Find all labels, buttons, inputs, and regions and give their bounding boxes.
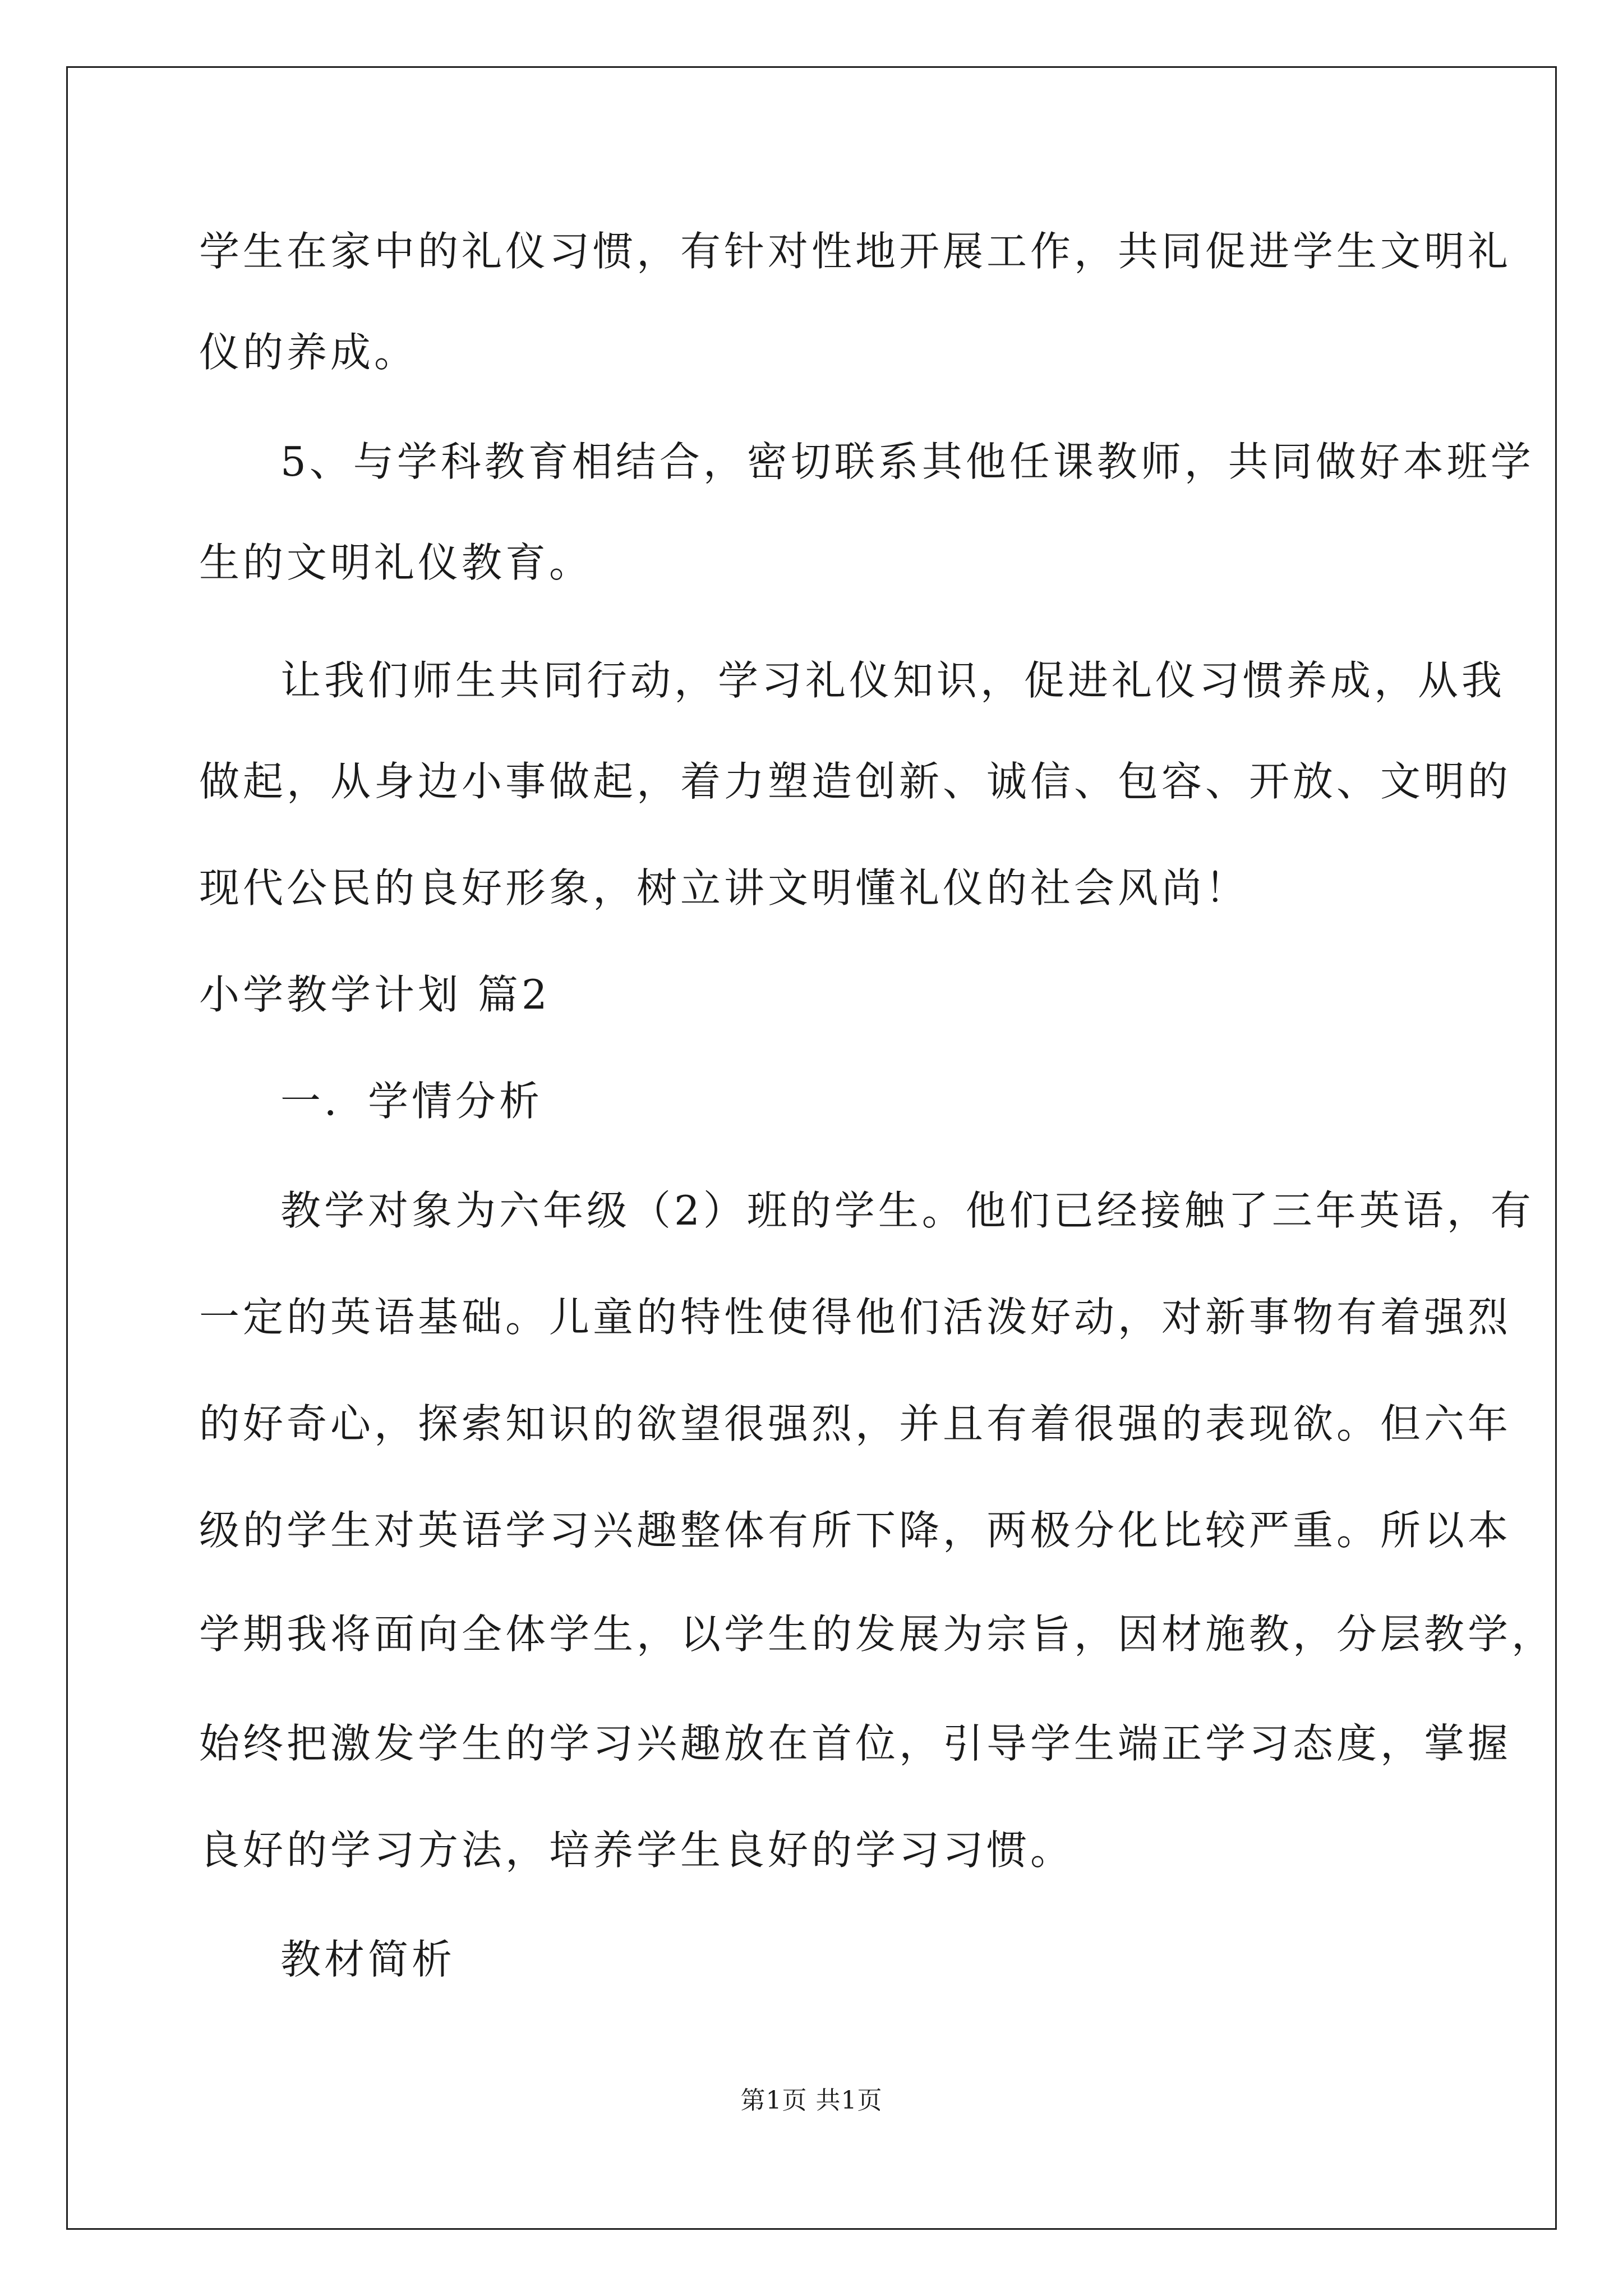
text-line: 现代公民的良好形象，树立讲文明懂礼仪的社会风尚！ <box>199 864 1249 912</box>
text-line: 始终把激发学生的学习兴趣放在首位，引导学生端正学习态度，掌握 <box>199 1720 1512 1767</box>
subsection-heading: 一．学情分析 <box>280 1078 543 1125</box>
text-line: 5、与学科教育相结合，密切联系其他任课教师，共同做好本班学 <box>280 438 1534 485</box>
text-line: 一定的英语基础。儿童的特性使得他们活泼好动，对新事物有着强烈 <box>199 1294 1512 1341</box>
text-line: 生的文明礼仪教育。 <box>199 539 593 586</box>
text-line: 做起，从身边小事做起，着力塑造创新、诚信、包容、开放、文明的 <box>199 758 1512 805</box>
text-line: 级的学生对英语学习兴趣整体有所下降，两极分化比较严重。所以本 <box>199 1507 1512 1554</box>
page-footer: 第1页 共1页 <box>740 2086 883 2115</box>
page-border <box>66 66 1557 2230</box>
subsection-heading: 教材简析 <box>280 1936 456 1983</box>
text-line: 学期我将面向全体学生，以学生的发展为宗旨，因材施教，分层教学， <box>199 1611 1556 1658</box>
text-line: 的好奇心，探索知识的欲望很强烈，并且有着很强的表现欲。但六年 <box>199 1400 1512 1447</box>
text-line: 让我们师生共同行动，学习礼仪知识，促进礼仪习惯养成，从我 <box>280 657 1506 704</box>
section-heading: 小学教学计划 篇2 <box>199 971 551 1018</box>
text-line: 教学对象为六年级（2）班的学生。他们已经接触了三年英语，有 <box>280 1187 1534 1234</box>
text-line: 学生在家中的礼仪习惯，有针对性地开展工作，共同促进学生文明礼 <box>199 228 1512 275</box>
text-line: 良好的学习方法，培养学生良好的学习习惯。 <box>199 1826 1075 1874</box>
text-line: 仪的养成。 <box>199 329 418 376</box>
